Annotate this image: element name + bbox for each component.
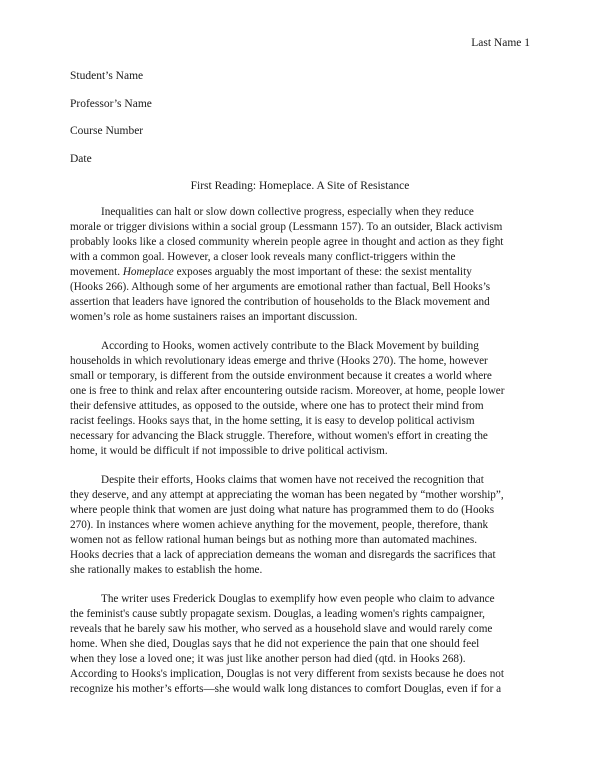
- course-number: Course Number: [70, 125, 144, 137]
- paragraph-line: Despite their efforts, Hooks claims that women have not received the recognition that: [101, 474, 484, 486]
- paragraph-line: where people think that women are just doing what nature has programmed them to do (Hooks: [70, 504, 495, 516]
- paragraph-4: [70, 592, 532, 697]
- paragraph-line: Inequalities can halt or slow down collective progress, especially when they reduce: [101, 206, 474, 218]
- paragraph-line: households in which revolutionary ideas emerge and thrive (Hooks 270). The home, however: [70, 355, 488, 367]
- paragraph-line: women’s role as home sustainers raises an important discussion.: [70, 311, 358, 323]
- paragraph-line: home. When she died, Douglas says that he did not experience the pain that one should feel: [70, 638, 480, 650]
- paragraph-line: reveals that he barely saw his mother, who served as a household slave and would rarely come: [70, 623, 493, 635]
- paragraph-line: The writer uses Frederick Douglas to exemplify how even people who claim to advance: [101, 593, 495, 605]
- paragraph-line: home, it would be difficult if not impossible to drive political activism.: [70, 445, 388, 457]
- paragraph-line: Hooks decries that a lack of appreciation demeans the woman and disregards the sacrifices that: [70, 549, 496, 561]
- paragraph-line: with a common goal. However, a closer look reveals many conflict-triggers within the: [70, 251, 456, 263]
- paragraph-line: recognize his mother’s efforts—she would walk long distances to comfort Douglas, even if for a: [70, 683, 502, 695]
- paragraph-2: [70, 339, 532, 459]
- book-title-italic: Homeplace: [122, 266, 174, 278]
- paragraph-line: probably looks like a closed community wherein people agree in thought and action as they fight: [70, 236, 504, 248]
- paragraph-line: morale or trigger divisions within a social group (Lessmann 157). To an outsider, Black activism: [70, 221, 503, 233]
- running-head: Last Name 1: [471, 37, 530, 49]
- paragraph-line: (Hooks 266). Although some of her arguments are emotional rather than factual, Bell Hooks’s: [70, 281, 491, 293]
- essay-body: [70, 205, 532, 711]
- paragraph-line: 270). In instances where women achieve anything for the movement, people, therefore, thank: [70, 519, 489, 531]
- date: Date: [70, 153, 92, 165]
- paragraph-line: necessary for advancing the Black struggle. Therefore, without women's effort in creating the: [70, 430, 488, 442]
- paragraph-line: one is free to think and relax after encountering outside racism. Moreover, at home, people lower: [70, 385, 505, 397]
- paragraph-line: when they lose a loved one; it was just like another person had died (qtd. in Hooks 268).: [70, 653, 466, 665]
- paragraph-line: According to Hooks's implication, Douglas is not very different from sexists because he does not: [70, 668, 504, 680]
- student-name: Student’s Name: [70, 70, 144, 82]
- paragraph-line: racist feelings. Hooks says that, in the home setting, it is easy to develop political activism: [70, 415, 475, 427]
- essay-title: First Reading: Homeplace. A Site of Resistance: [190, 180, 410, 192]
- paragraph-line: they deserve, and any attempt at appreciating the woman has been negated by “mother worship”,: [70, 489, 504, 501]
- paragraph-1: [70, 205, 532, 325]
- paragraph-line: the feminist's cause subtly propagate sexism. Douglas, a leading women's rights campaigner,: [70, 608, 485, 620]
- paragraph-line: assertion that leaders have ignored the contribution of households to the Black movement and: [70, 296, 490, 308]
- paragraph-3: [70, 473, 532, 578]
- professor-name: Professor’s Name: [70, 98, 152, 110]
- line-prefix: movement.: [70, 266, 121, 278]
- paragraph-line: small or temporary, is different from the outside environment because it creates a world where: [70, 370, 492, 382]
- paragraph-line: their defensive attitudes, as opposed to the outside, where one has to protect their mind from: [70, 400, 484, 412]
- paragraph-line: According to Hooks, women actively contribute to the Black Movement by building: [101, 340, 479, 352]
- paragraph-line: women not as fellow rational human beings but as nothing more than automated machines.: [70, 534, 478, 546]
- paragraph-line: she rationally makes to establish the home.: [70, 564, 263, 576]
- paragraph-line-mixed: [70, 265, 532, 280]
- line-rest: exposes arguably the most important of these: the sexist mentality: [176, 266, 472, 278]
